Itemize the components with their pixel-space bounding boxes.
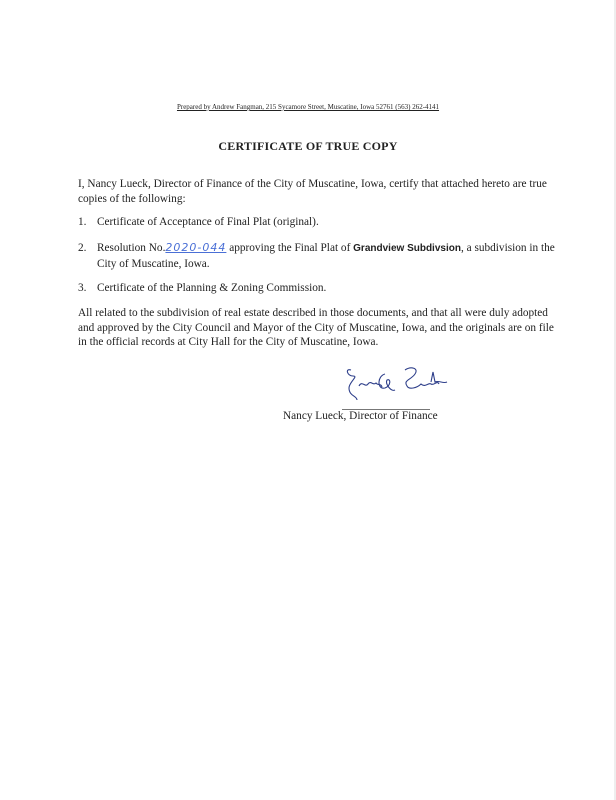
list-item <box>78 241 577 271</box>
list-item <box>78 281 558 296</box>
item-number: 2. <box>78 242 87 254</box>
subdivision-name: Grandview Subdivsion <box>353 243 461 254</box>
document-title: CERTIFICATE OF TRUE COPY <box>218 139 398 153</box>
signature <box>343 362 463 404</box>
signatory-name: Nancy Lueck, Director of Finance <box>283 410 438 422</box>
intro-paragraph: I, Nancy Lueck, Director of Finance of the City of Muscatine, Iowa, certify that attached hereto are true copies of the following: <box>78 178 547 205</box>
item-text: Certificate of Acceptance of Final Plat (original). <box>97 216 319 228</box>
item-text: approving the Final Plat of <box>226 242 354 254</box>
list-item <box>78 215 558 230</box>
item-text: Resolution No. <box>97 242 166 254</box>
prepared-by-line: Prepared by Andrew Fangman, 215 Sycamore Street, Muscatine, Iowa 52761 (563) 262-4141 <box>176 103 440 111</box>
item-number: 1. <box>78 216 87 228</box>
item-text: Certificate of the Planning & Zoning Commission. <box>97 282 327 294</box>
closing-paragraph: All related to the subdivision of real estate described in those documents, and that all were duly adopted and approved by the City Council and Mayor of the City of Muscatine, Iowa, and the originals are on file in the official records at City Hall for the City of Muscatine, Iowa. <box>78 307 554 348</box>
item-number: 3. <box>78 282 87 294</box>
handwritten-resolution-number: 2020-044 <box>165 241 227 254</box>
item-text: , a subdivision in the City of Muscatine, Iowa. <box>97 242 555 270</box>
